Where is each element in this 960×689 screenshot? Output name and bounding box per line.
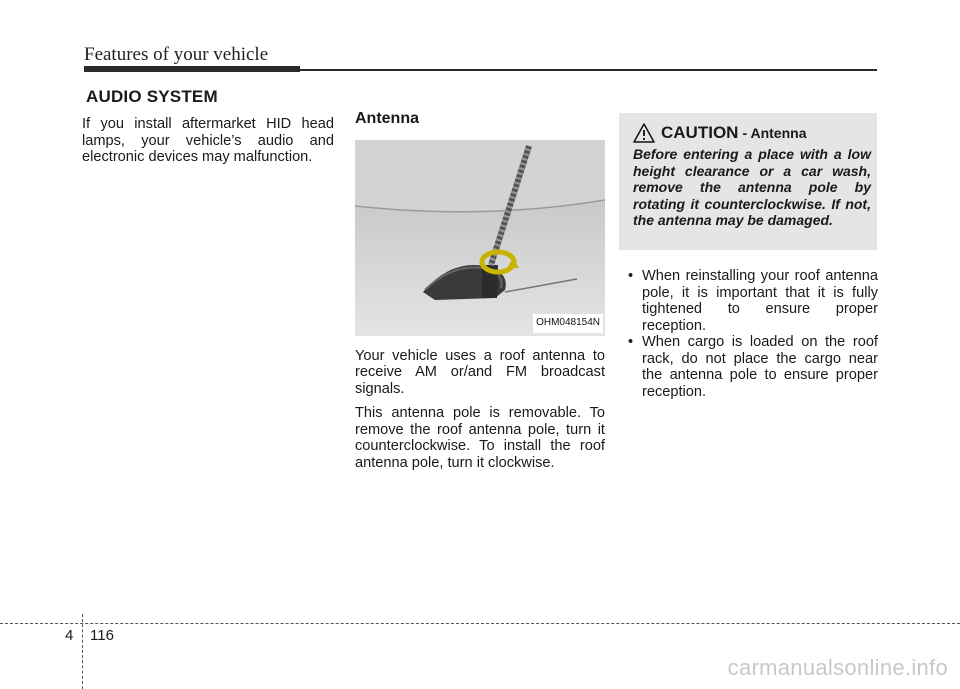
- warning-triangle-icon: [633, 122, 655, 144]
- header-bar-thick: [84, 66, 300, 72]
- page-header-title: Features of your vehicle: [84, 44, 269, 65]
- caution-header: [633, 122, 807, 144]
- caution-subject: - Antenna: [742, 125, 807, 141]
- figure-code: OHM048154N: [533, 314, 603, 333]
- footer-vertical-rule: [82, 614, 83, 689]
- column-1: [82, 116, 334, 174]
- hid-warning-paragraph: If you install aftermarket HID head lamps, your vehicle’s audio and electronic devices may malfunction.: [82, 116, 334, 165]
- antenna-illustration: [355, 140, 605, 336]
- column-3: [622, 268, 878, 400]
- chapter-number: 4: [65, 627, 74, 644]
- antenna-figure: [355, 140, 605, 336]
- reception-bullet-list: [622, 268, 878, 400]
- section-title: AUDIO SYSTEM: [86, 87, 218, 106]
- caution-text: Before entering a place with a low height clearance or a car wash, remove the antenna pole by rotating it counterclockwise. If not, the antenna may be damaged.: [633, 146, 871, 229]
- footer-rule: [0, 623, 960, 624]
- list-item: • When cargo is loaded on the roof rack, do not place the cargo near the antenna pole to ensure proper reception.: [622, 334, 878, 400]
- antenna-paragraph-1: Your vehicle uses a roof antenna to receive AM or/and FM broadcast signals.: [355, 347, 605, 397]
- caution-box: [619, 113, 877, 250]
- page-number: 116: [90, 627, 114, 644]
- header-bar-thin: [300, 69, 877, 71]
- antenna-paragraph-2: This antenna pole is removable. To remove the roof antenna pole, turn it counterclockwise. To install the roof antenna pole, turn it clockwise.: [355, 405, 605, 471]
- caution-label: CAUTION: [661, 123, 739, 142]
- column-2: [355, 111, 605, 479]
- watermark: carmanualsonline.info: [727, 655, 948, 680]
- list-item: • When reinstalling your roof antenna pole, it is important that it is fully tightened to ensure proper reception.: [622, 268, 878, 334]
- antenna-heading: Antenna: [355, 110, 419, 127]
